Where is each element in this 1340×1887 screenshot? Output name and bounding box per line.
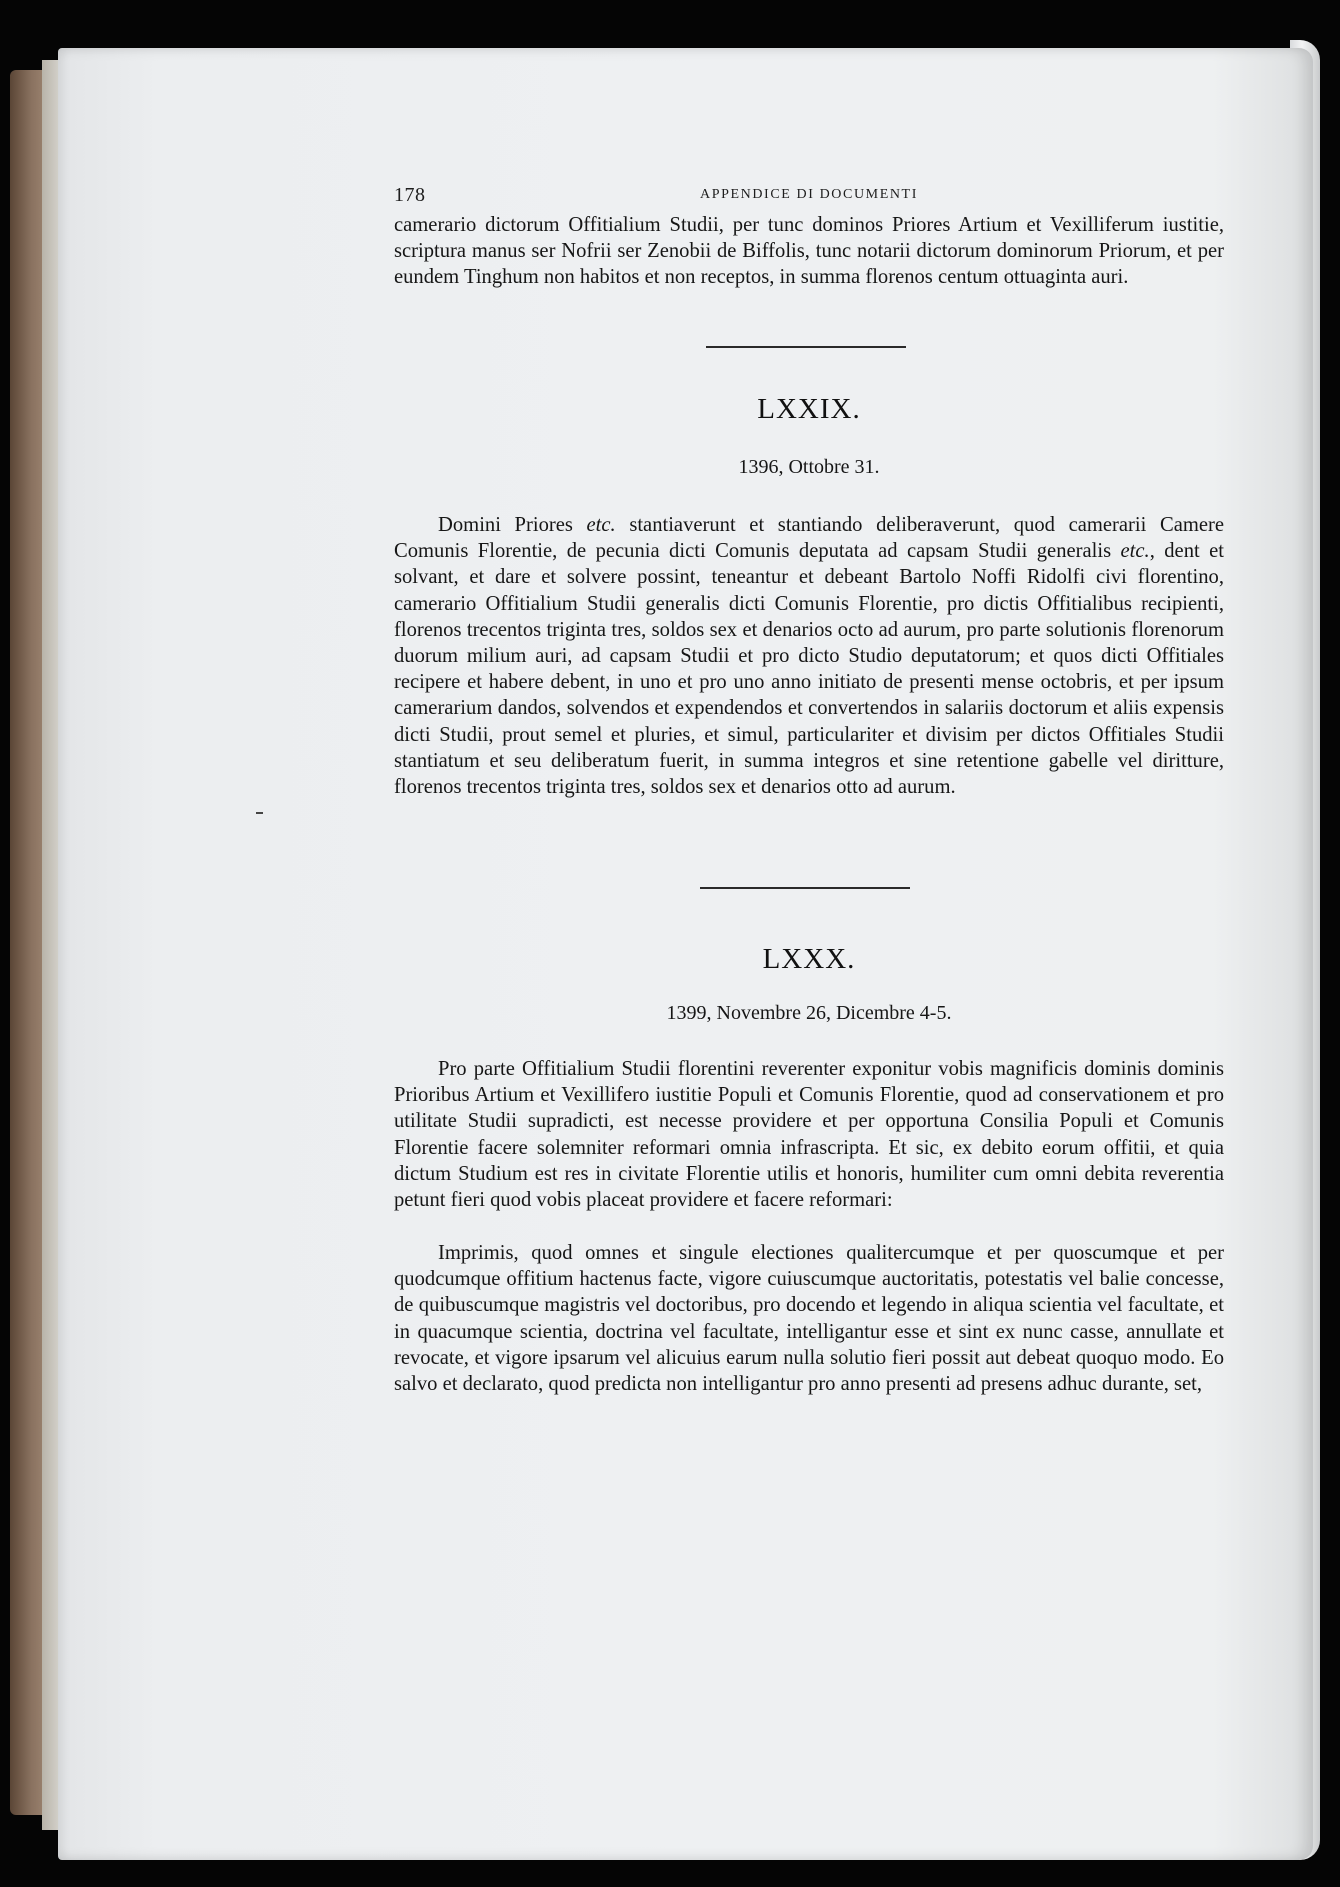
section-divider [706, 346, 906, 348]
document-paragraph [394, 512, 1224, 800]
paragraph-italic-text: etc. [1120, 540, 1150, 563]
page-header [394, 184, 1224, 208]
paragraph-text: stantiaverunt et stantiando deliberaverunt, quod camerarii Camere Comunis Florentie, de pecunia dicti Comunis deputata ad capsam Studii generalis [394, 514, 1224, 563]
document-number: LXXIX. [757, 393, 861, 425]
page-number: 178 [394, 184, 426, 206]
section-divider [700, 887, 910, 889]
paragraph-text: , dent et solvant, et dare et solvere possint, teneantur et debeant Bartolo Noffi Ridolfi civi florentino, camerario Offitialium Studii generalis dicti Comunis Florentie, pro dictis Offitialibus recipienti, florenos trecentos triginta tres, soldos sex et denarios octo ad aurum, pro parte solutionis florenorum duorum milium auri, ad capsam Studii et pro dicto Studio deputatorum; et quos dicti Offitiales recipere et habere debent, in uno et pro uno anno initiato de presenti mense octobris, et per ipsum camerarium dandos, solvendos et expendendos et convertendos in salariis doctorum et aliis expensis dicti Studii, prout semel et pluries, et simul, particulariter et divisim per dictos Offitiales Studii stantiatum et seu deliberatum fuerit, in summa integros et sine retentione gabelle vel diritture, florenos trecentos triginta tres, soldos sex et denarios otto ad aurum. [394, 540, 1225, 799]
continuation-paragraph: camerario dictorum Offitialium Studii, per tunc dominos Priores Artium et Vexilliferum iustitie, scriptura manus ser Nofrii ser Zenobii de Biffolis, tunc notarii dictorum dominorum Priorum, et per eundem Tinghum non habitos et non receptos, in summa florenos centum ottuaginta auri. [394, 214, 1224, 289]
document-date: 1396, Ottobre 31. [738, 456, 880, 478]
document-number: LXXX. [762, 943, 856, 975]
document-paragraph: Imprimis, quod omnes et singule electiones qualitercumque et per quoscumque et per quodcumque offitium hactenus facte, vigore cuiuscumque auctoritatis, potestatis vel balie concesse, de quibuscumque magistris vel doctoribus, pro docendo et legendo in aliqua scientia vel facultate, et in quacumque scientia, doctrina vel facultate, intelligantur esse et sint ex nunc casse, annullate et revocate, et vigore ipsarum vel alicuius earum nulla solutio fieri possit aut debeat quoquo modo. Eo salvo et declarato, quod predicta non intelligantur pro anno presenti ad presens adhuc durante, set, [394, 1242, 1224, 1396]
stray-ink-mark [256, 812, 263, 814]
document-date: 1399, Novembre 26, Dicembre 4-5. [666, 1002, 952, 1024]
document-paragraph: Pro parte Offitialium Studii florentini reverenter exponitur vobis magnificis dominis dominis Prioribus Artium et Vexillifero iustitie Populi et Comunis Florentie, quod ad conservationem et pro utilitate Studii supradicti, est necesse providere et per opportuna Consilia Populi et Comunis Florentie facere solemniter reformari omnia infrascripta. Et sic, ex debito eorum offitii, et quia dictum Studium est res in civitate Florentie utilis et honoris, humiliter cum omni debita reverentia petunt fieri quod vobis placeat providere et facere reformari: [394, 1058, 1224, 1212]
paragraph-text: Domini Priores [438, 514, 587, 536]
paragraph-italic-text: etc. [586, 514, 616, 536]
running-head: APPENDICE DI DOCUMENTI [700, 187, 918, 202]
